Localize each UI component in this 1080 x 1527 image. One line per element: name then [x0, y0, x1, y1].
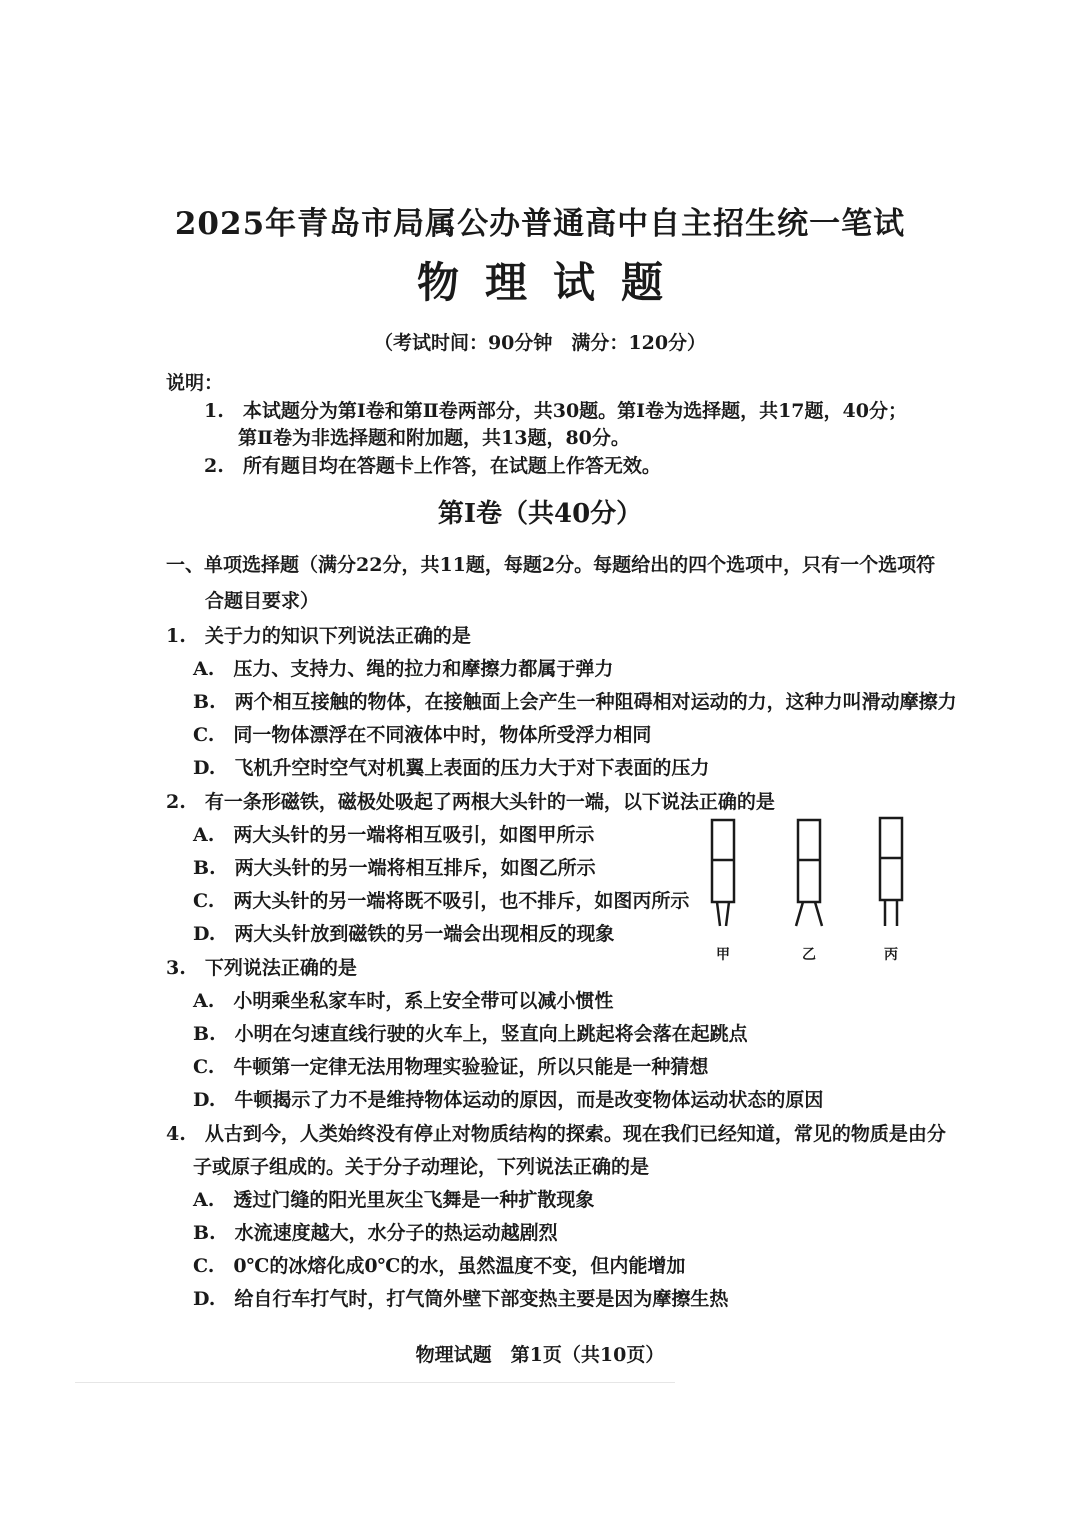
question-option: D. 飞机升空时空气对机翼上表面的压力大于对下表面的压力 [193, 757, 710, 779]
figure-yi-diagram [796, 820, 822, 926]
subject-title: 物理试题 [416, 258, 689, 307]
footer-divider [75, 1382, 675, 1383]
question-stem-cont: 子或原子组成的。关于分子动理论，下列说法正确的是 [193, 1156, 650, 1178]
magnet-pins-diagram [700, 812, 930, 962]
part-heading-cont: 合题目要求） [205, 590, 320, 612]
question-option: C. 同一物体漂浮在不同液体中时，物体所受浮力相同 [193, 724, 652, 746]
question-option: A. 小明乘坐私家车时，系上安全带可以减小惯性 [193, 990, 614, 1012]
question-stem: 4. 从古到今，人类始终没有停止对物质结构的探索。现在我们已经知道，常见的物质是由分 [166, 1123, 946, 1145]
figure-jia-diagram [712, 820, 734, 926]
question-option: A. 两大头针的另一端将相互吸引，如图甲所示 [193, 824, 595, 846]
question-option: B. 两大头针的另一端将相互排斥，如图乙所示 [193, 857, 596, 879]
question-option: C. 两大头针的另一端将既不吸引，也不排斥，如图丙所示 [193, 890, 690, 912]
question-stem: 2. 有一条形磁铁，磁极处吸起了两根大头针的一端，以下说法正确的是 [166, 791, 775, 813]
exam-title: 2025年青岛市局属公办普通高中自主招生统一笔试 [174, 206, 906, 242]
instructions-heading: 说明： [166, 372, 224, 394]
section-title: 第Ⅰ卷（共40分） [437, 499, 643, 529]
question-option: D. 给自行车打气时，打气筒外壁下部变热主要是因为摩擦生热 [193, 1288, 729, 1310]
question-option: A. 压力、支持力、绳的拉力和摩擦力都属于弹力 [193, 658, 614, 680]
question-stem: 3. 下列说法正确的是 [166, 957, 357, 979]
figure-label-bing: 丙 [884, 947, 898, 963]
figure-bing-diagram [880, 818, 902, 926]
question-option: D. 牛顿揭示了力不是维持物体运动的原因，而是改变物体运动状态的原因 [193, 1089, 824, 1111]
page-footer: 物理试题 第1页（共10页） [415, 1344, 665, 1366]
exam-info: （考试时间：90分钟 满分：120分） [373, 332, 707, 354]
question-option: B. 两个相互接触的物体，在接触面上会产生一种阻碍相对运动的力，这种力叫滑动摩擦力 [193, 691, 957, 713]
question-option: B. 水流速度越大，水分子的热运动越剧烈 [193, 1222, 558, 1244]
figure-label-yi: 乙 [802, 947, 816, 963]
figure-label-jia: 甲 [716, 947, 730, 963]
magnet-pins-figure [700, 812, 930, 962]
question-stem: 1. 关于力的知识下列说法正确的是 [166, 625, 471, 647]
part-heading: 一、单项选择题（满分22分，共11题，每题2分。每题给出的四个选项中，只有一个选项符 [166, 554, 936, 576]
instruction-item: 1. 本试题分为第Ⅰ卷和第Ⅱ卷两部分，共30题。第Ⅰ卷为选择题，共17题，40分； [204, 400, 907, 422]
instruction-item: 2. 所有题目均在答题卡上作答，在试题上作答无效。 [204, 455, 661, 477]
question-option: C. 0℃的冰熔化成0℃的水，虽然温度不变，但内能增加 [193, 1255, 686, 1277]
instruction-item: 第Ⅱ卷为非选择题和附加题，共13题，80分。 [238, 427, 630, 449]
question-option: B. 小明在匀速直线行驶的火车上，竖直向上跳起将会落在起跳点 [193, 1023, 748, 1045]
question-option: A. 透过门缝的阳光里灰尘飞舞是一种扩散现象 [193, 1189, 595, 1211]
question-option: D. 两大头针放到磁铁的另一端会出现相反的现象 [193, 923, 615, 945]
question-option: C. 牛顿第一定律无法用物理实验验证，所以只能是一种猜想 [193, 1056, 709, 1078]
